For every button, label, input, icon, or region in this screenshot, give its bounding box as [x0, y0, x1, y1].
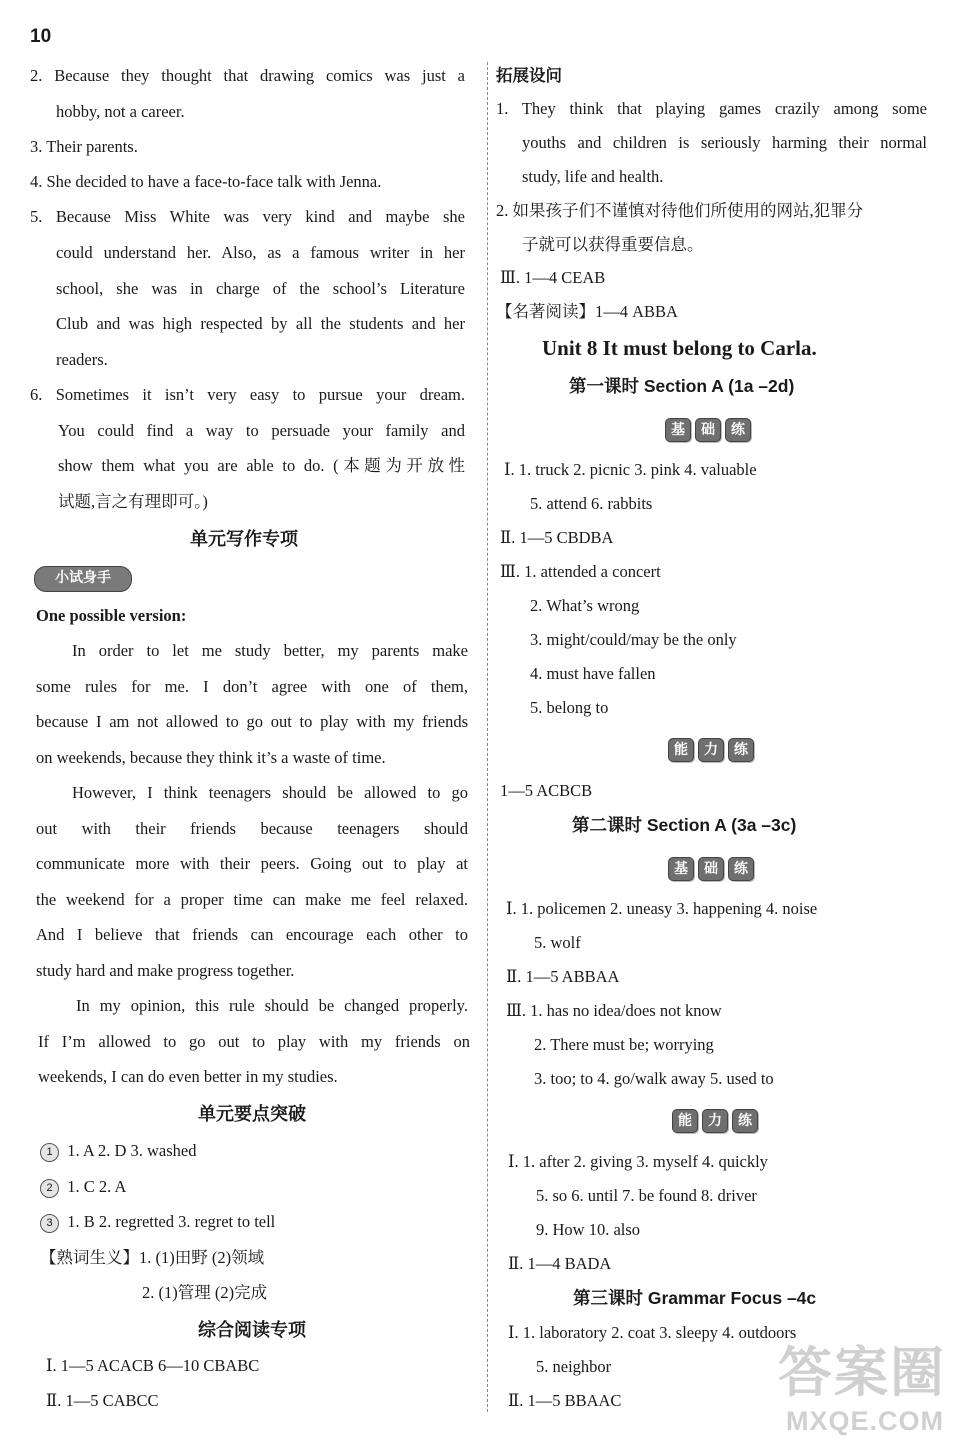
essay-line: weekends, I can do even better in my studies. [38, 1067, 338, 1086]
ability-practice-badge: 能 力 练 [668, 738, 754, 762]
page-number: 10 [30, 26, 52, 47]
lesson-heading: 第三课时 Grammar Focus –4c [573, 1288, 817, 1308]
basic-practice-badge: 基 础 练 [668, 857, 754, 881]
version-label: One possible version: [36, 606, 187, 625]
answer-line: Ⅲ. 1. has no idea/does not know [506, 1001, 722, 1020]
answer-line: 6. Sometimes it isn’t very easy to pursue your dream. [30, 385, 465, 404]
essay-line: And I believe that friends can encourage each other to [36, 925, 468, 944]
essay-line: some rules for me. I don’t agree with one of them, [36, 677, 468, 696]
answer-line: 3. Their parents. [30, 137, 138, 156]
answer-line: Ⅲ. 1. attended a concert [500, 562, 661, 581]
lesson-heading: 第二课时 Section A (3a –3c) [572, 815, 797, 835]
answer-line: 2. 如果孩子们不谨慎对待他们所使用的网站,犯罪分 [496, 201, 864, 220]
answer-line: could understand her. Also, as a famous writer in her [56, 243, 465, 262]
answer-line: 9. How 10. also [536, 1220, 641, 1239]
unit-title: Unit 8 It must belong to Carla. [542, 336, 817, 360]
reading-answer-line: Ⅱ. 1—5 CABCC [46, 1391, 159, 1410]
reading-heading: 综合阅读专项 [198, 1320, 306, 1340]
key-point-row [40, 1212, 275, 1233]
essay-line: In order to let me study better, my parents make [72, 641, 468, 660]
key-point-answers: 1. A 2. D 3. washed [67, 1141, 197, 1160]
answer-line: Ⅰ. 1. after 2. giving 3. myself 4. quickly [508, 1152, 768, 1171]
answer-line: 5. neighbor [536, 1357, 612, 1376]
answer-line: youths and children is seriously harming their normal [522, 133, 927, 152]
essay-line: However, I think teenagers should be allowed to go [72, 783, 468, 802]
answer-line: hobby, not a career. [56, 102, 185, 121]
circled-number: 1 [40, 1143, 59, 1162]
answer-line: 5. Because Miss White was very kind and maybe she [30, 207, 465, 226]
answer-line: show them what you are able to do. (本题为开放性 [58, 456, 465, 475]
answer-line: 3. too; to 4. go/walk away 5. used to [534, 1069, 774, 1088]
answer-line: Ⅰ. 1. policemen 2. uneasy 3. happening 4. noise [506, 899, 818, 918]
answer-line: 5. attend 6. rabbits [530, 494, 653, 513]
essay-line: study hard and make progress together. [36, 961, 295, 980]
answer-line: You could find a way to persuade your family and [58, 421, 465, 440]
circled-number: 2 [40, 1179, 59, 1198]
answer-line: 1—5 ACBCB [500, 781, 593, 800]
writing-heading: 单元写作专项 [190, 529, 298, 549]
reading-answer-line: Ⅰ. 1—5 ACACB 6—10 CBABC [46, 1356, 260, 1375]
answer-line: 5. so 6. until 7. be found 8. driver [536, 1186, 757, 1205]
basic-practice-badge: 基 础 练 [665, 418, 751, 442]
answer-line: 2. What’s wrong [530, 596, 640, 615]
extension-heading: 拓展设问 [496, 66, 562, 85]
answer-line: Ⅲ. 1—4 CEAB [500, 268, 606, 287]
answer-line: 4. must have fallen [530, 664, 656, 683]
answer-line: Ⅱ. 1—5 CBDBA [500, 528, 614, 547]
familiar-word-line: 【熟词生义】1. (1)田野 (2)领域 [40, 1248, 265, 1267]
answer-line: Ⅱ. 1—5 ABBAA [506, 967, 620, 986]
answer-line: Club and was high respected by all the students and her [56, 314, 465, 333]
key-point-answers: 1. B 2. regretted 3. regret to tell [67, 1212, 276, 1231]
answer-line: study, life and health. [522, 167, 664, 186]
essay-line: If I’m allowed to go out to play with my friends on [38, 1032, 470, 1051]
key-points-heading: 单元要点突破 [198, 1104, 306, 1124]
ability-practice-badge: 能 力 练 [672, 1109, 758, 1133]
essay-line: on weekends, because they think it’s a waste of time. [36, 748, 386, 767]
answer-line: 5. belong to [530, 698, 609, 717]
answer-line: 试题,言之有理即可。) [58, 492, 208, 511]
practice-pill-label: 小试身手 [34, 566, 132, 592]
answer-line: Ⅰ. 1. laboratory 2. coat 3. sleepy 4. outdoors [508, 1323, 797, 1342]
essay-line: out with their friends because teenagers should [36, 819, 468, 838]
famous-reading-line: 【名著阅读】1—4 ABBA [496, 302, 678, 321]
key-point-answers: 1. C 2. A [67, 1177, 127, 1196]
answer-line: school, she was in charge of the school’s Literature [56, 279, 465, 298]
familiar-word-line: 2. (1)管理 (2)完成 [142, 1283, 268, 1302]
essay-line: In my opinion, this rule should be changed properly. [76, 996, 468, 1015]
answer-line: 1. They think that playing games crazily among some [496, 99, 927, 118]
answer-line: 3. might/could/may be the only [530, 630, 737, 649]
answer-line: Ⅰ. 1. truck 2. picnic 3. pink 4. valuable [504, 460, 757, 479]
answer-line: 5. wolf [534, 933, 581, 952]
column-divider [487, 62, 488, 1412]
key-point-row [40, 1141, 197, 1162]
site-watermark: 答案圈 MXQE.COM [778, 1341, 946, 1436]
key-point-row [40, 1177, 126, 1198]
essay-line: because I am not allowed to go out to play with my friends [36, 712, 468, 731]
circled-number: 3 [40, 1214, 59, 1233]
lesson-heading: 第一课时 Section A (1a –2d) [569, 376, 795, 396]
answer-line: 2. There must be; worrying [534, 1035, 714, 1054]
answer-line: Ⅱ. 1—5 BBAAC [508, 1391, 622, 1410]
answer-line: Ⅱ. 1—4 BADA [508, 1254, 612, 1273]
essay-line: the weekend for a proper time can make me feel relaxed. [36, 890, 468, 909]
answer-line: readers. [56, 350, 108, 369]
answer-line: 子就可以获得重要信息。 [522, 235, 704, 254]
essay-line: communicate more with their peers. Going out to play at [36, 854, 468, 873]
answer-line: 2. Because they thought that drawing comics was just a [30, 66, 465, 85]
answer-line: 4. She decided to have a face-to-face talk with Jenna. [30, 172, 382, 191]
